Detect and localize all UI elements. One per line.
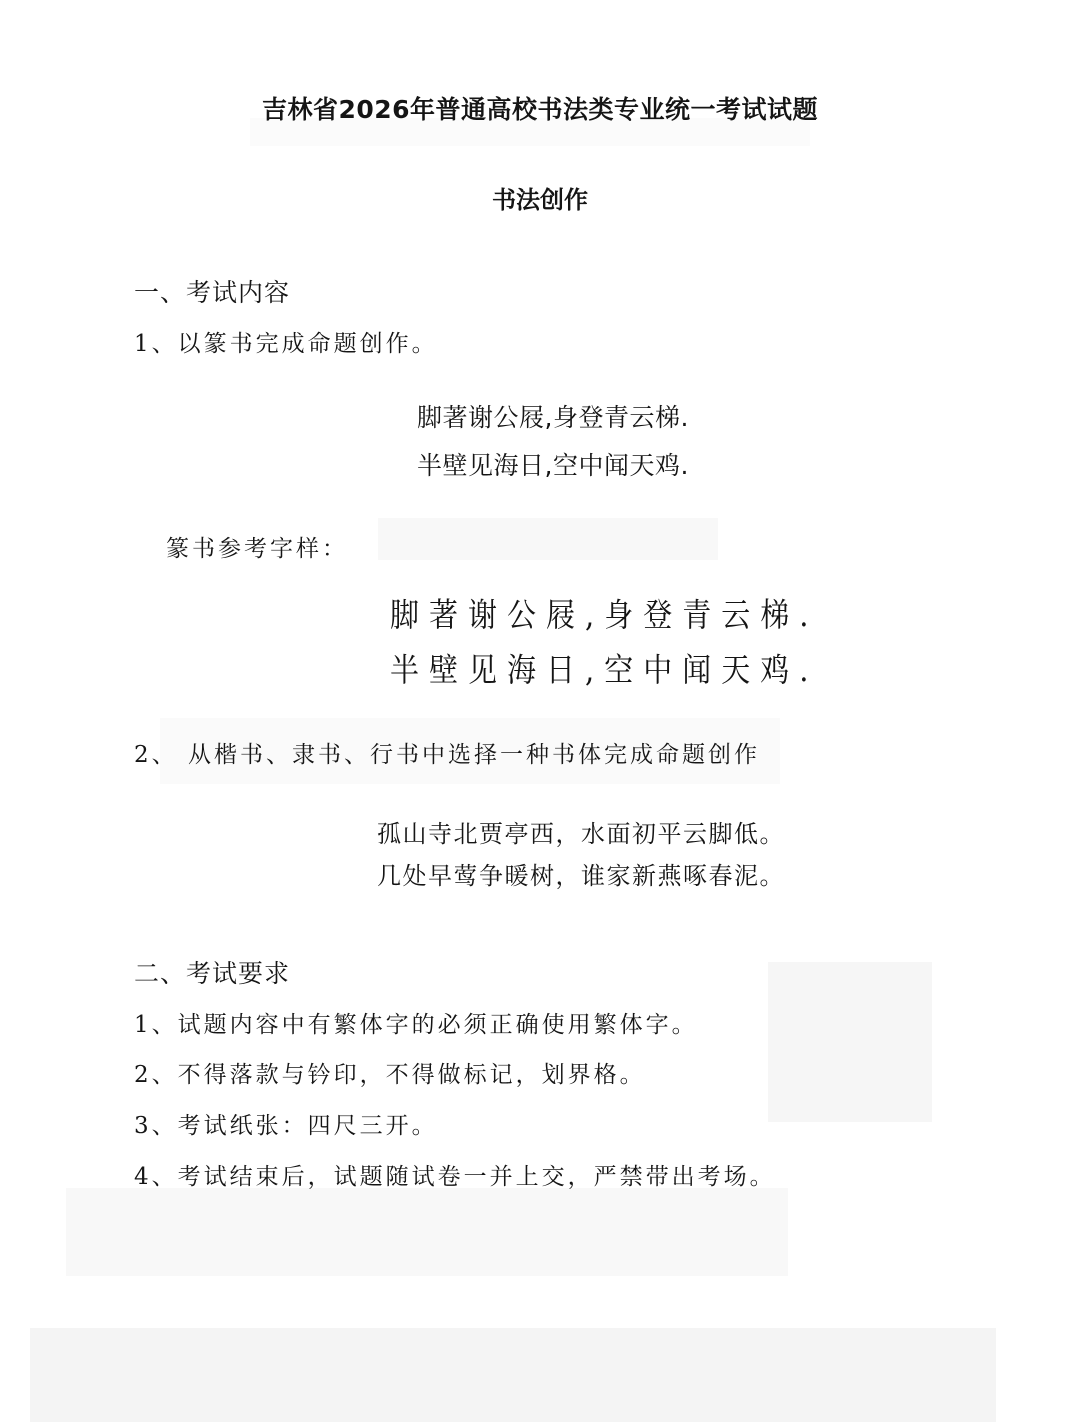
section1-item1: 1、以篆书完成命题创作。 [134, 331, 438, 357]
scan-shade-footer [30, 1328, 996, 1422]
document-subtitle: 书法创作 [492, 186, 588, 214]
scan-shade-right [768, 962, 932, 1122]
poem1-line2: 半壁见海日,空中闻天鸡. [417, 451, 689, 480]
seal-reference-label: 篆书参考字样： [166, 536, 348, 562]
section2-heading: 二、考试要求 [134, 959, 291, 988]
poem2-line1: 孤山寺北贾亭西，水面初平云脚低。 [377, 820, 785, 848]
seal-sample-line1: 脚著谢公屐,身登青云梯. [390, 595, 819, 634]
document-title: 吉林省2026年普通高校书法类专业统一考试试题 [261, 95, 819, 124]
rule-4: 4、考试结束后，试题随试卷一并上交，严禁带出考场。 [134, 1164, 776, 1190]
scan-shade-bottom-left [66, 1188, 788, 1276]
rule-2: 2、不得落款与钤印，不得做标记，划界格。 [134, 1062, 646, 1088]
poem2-line2: 几处早莺争暖树，谁家新燕啄春泥。 [377, 862, 785, 890]
scan-shade-reference [378, 518, 718, 560]
seal-sample-line2: 半壁见海日,空中闻天鸡. [390, 650, 819, 689]
section1-heading: 一、考试内容 [134, 278, 291, 307]
poem1-line1: 脚著谢公屐,身登青云梯. [417, 403, 689, 432]
rule-1: 1、试题内容中有繁体字的必须正确使用繁体字。 [134, 1012, 698, 1038]
rule-3: 3、考试纸张：四尺三开。 [134, 1113, 438, 1139]
section1-item2: 2、 从楷书、隶书、行书中选择一种书体完成命题创作 [134, 742, 760, 768]
